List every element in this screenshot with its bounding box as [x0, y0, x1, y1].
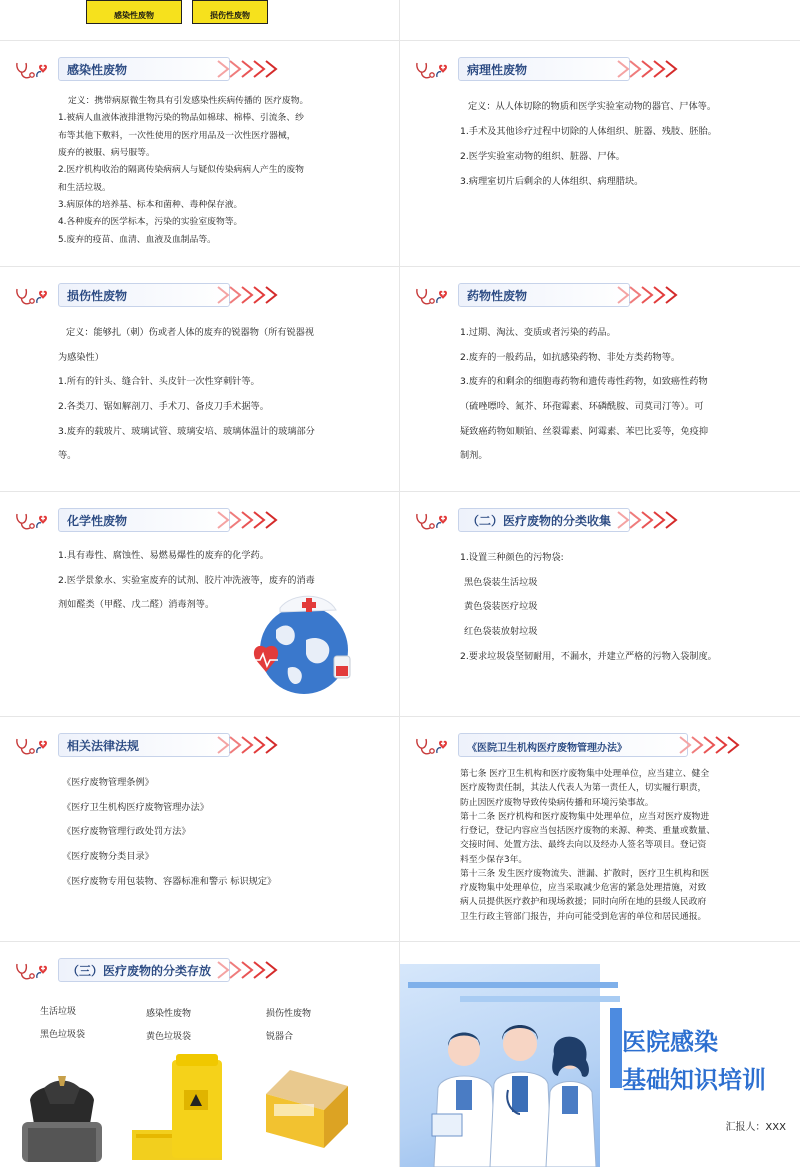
injury-waste-sign [192, 0, 268, 24]
storage-label: 生活垃圾 [40, 1007, 77, 1017]
storage-label: 损伤性废物 [266, 1009, 312, 1019]
law-item: 《医疗卫生机构医疗废物管理办法》 [62, 801, 209, 813]
globe-illustration-icon [236, 590, 366, 700]
definition-text: 定义：携带病原微生物具有引发感染性疾病传播的 医疗废物。 [68, 96, 309, 106]
body-line: 3.病原体的培养基、标本和菌种、毒种保存液。 [58, 199, 243, 210]
body-line: 3.废弃的和剩余的细胞毒药物和遗传毒性药物，如致癌性药物 [460, 376, 708, 388]
body-line: 黄色袋装医疗垃圾 [464, 601, 538, 613]
storage-sublabel: 锐器合 [266, 1032, 294, 1042]
slide-title: 损伤性废物 [67, 289, 128, 303]
chevron-arrows-icon [214, 285, 284, 305]
slide-header [414, 281, 786, 311]
slide-title: 病理性废物 [467, 63, 528, 77]
body-line: 2.医学实验室动物的组织、脏器、尸体。 [460, 150, 625, 162]
slide-title: （三）医疗废物的分类存放 [67, 964, 212, 978]
slide-body [460, 95, 782, 194]
body-line: 2.医学景象水、实验室废弃的试剂、胶片冲洗液等，废弃的消毒 [58, 574, 315, 586]
body-line: 料至少保存3年。 [460, 854, 528, 865]
slide-body [460, 321, 782, 469]
cover-stripe [460, 996, 620, 1002]
slide-body [460, 767, 782, 924]
body-line: 1.设置三种颜色的污物袋: [460, 552, 564, 563]
chevron-arrows-icon [214, 59, 284, 79]
body-line: 2.各类刀、锯如解剖刀、手术刀、备皮刀手术据等。 [58, 400, 269, 412]
body-line: 医疗废物责任制，其法人代表人为第一责任人，切实履行职责， [460, 783, 707, 794]
storage-label: 感染性废物 [146, 1009, 192, 1019]
yellow-waste-bin-icon [128, 1050, 238, 1165]
title-box [58, 733, 230, 757]
title-box [58, 283, 230, 307]
body-line: 4.各种废弃的医学标本，污染的实验室废物等。 [58, 217, 243, 228]
title-box [458, 508, 630, 532]
body-line: 第十三条 发生医疗废物流失、泄漏、扩散时，医疗卫生机构和医 [460, 868, 710, 879]
law-item: 《医疗废物管理行政处罚方法》 [62, 826, 191, 838]
body-line: 制剂。 [460, 450, 488, 462]
body-line: 剂如醛类（甲醛、戊二醛）消毒剂等。 [58, 599, 215, 611]
slide-header [14, 506, 386, 536]
slide-body [58, 321, 381, 469]
storage-sublabel: 黄色垃圾袋 [146, 1032, 192, 1042]
title-box [58, 508, 230, 532]
body-line: 为感染性） [58, 351, 104, 363]
body-line: 1.手术及其他诊疗过程中切除的人体组织、脏器、残肢、胚胎。 [460, 125, 717, 137]
reporter-label: 汇报人：XXX [725, 1122, 786, 1133]
body-line: （硫唑嘌呤、氮芥、环孢霉素、环磷酰胺、司莫司汀等）。可 [460, 400, 704, 412]
chevron-arrows-icon [614, 59, 684, 79]
body-line: 3.废弃的载玻片、玻璃试管、玻璃安培、玻璃体温计的玻璃部分 [58, 425, 315, 437]
slide-title: 药物性废物 [467, 289, 528, 303]
slide-title: （二）医疗废物的分类收集 [467, 514, 612, 528]
chevron-arrows-icon [214, 960, 284, 980]
body-line: 2.医疗机构收治的隔离传染病病人与疑似传染病病人产生的废物 [58, 165, 304, 176]
slide-title: 化学性废物 [67, 514, 128, 528]
law-item: 《医疗废物管理条例》 [62, 777, 154, 788]
slide-waste-storage[interactable] [0, 942, 399, 1167]
law-item: 《医疗废物专用包装物、容器标准和警示 标识规定》 [62, 875, 277, 887]
body-line: 第十二条 医疗机构和医疗废物集中处理单位，应当对医疗废物进 [460, 811, 710, 822]
slide-body [460, 546, 782, 669]
sign-label: 感染性废物 [114, 11, 154, 20]
body-line: 2.废弃的一般药品，如抗感染药物、非处方类药物等。 [460, 351, 681, 363]
medical-logo-icon [14, 59, 50, 81]
body-line: 和生活垃圾。 [58, 182, 111, 193]
black-trash-bin-icon [14, 1070, 110, 1166]
title-box [458, 733, 688, 757]
slide-header [414, 506, 786, 536]
slide-body [62, 771, 381, 894]
body-line: 1.过期、淘汰、变质或者污染的药品。 [460, 327, 616, 338]
body-line: 病人员提供医疗救护和现场救援；同时向所在地的县级人民政府 [460, 897, 707, 908]
cover-title-line1: 医院感染 [622, 1027, 718, 1056]
medical-logo-icon [414, 59, 450, 81]
slide-injury-waste[interactable] [0, 267, 399, 491]
definition-text: 定义：能够扎（刺）伤或者人体的废弃的锐器物（所有锐器视 [66, 327, 315, 338]
slide-header [14, 55, 386, 85]
medical-logo-icon [14, 735, 50, 757]
slide-drug-waste[interactable] [400, 267, 800, 491]
body-line: 第七条 医疗卫生机构和医疗废物集中处理单位，应当建立、健全 [460, 769, 710, 779]
medical-logo-icon [14, 510, 50, 532]
title-box [58, 57, 230, 81]
chevron-arrows-icon [614, 510, 684, 530]
body-line: 1.所有的针头、缝合针、头皮针一次性穿刺针等。 [58, 376, 260, 388]
infectious-waste-sign [86, 0, 182, 24]
body-line: 疑致癌药物如顺铂、丝裂霉素、阿霉素、苯巴比妥等，免疫抑 [460, 425, 709, 437]
cover-stripe [408, 982, 618, 988]
medical-logo-icon [14, 285, 50, 307]
body-line: 废弃的被服、病号服等。 [58, 147, 155, 158]
body-line: 布等其他下敷料，一次性使用的医疗用品及一次性医疗器械， [58, 130, 296, 141]
sharps-container-icon [260, 1060, 354, 1152]
slide-header [14, 281, 386, 311]
cover-title-line2: 基础知识培训 [622, 1065, 766, 1094]
medical-staff-illustration-icon [420, 1010, 620, 1167]
body-line: 1.具有毒性、腐蚀性、易燃易爆性的废弃的化学药。 [58, 550, 269, 561]
body-line: 卫生行政主管部门报告，并向可能受到危害的单位和居民通报。 [460, 911, 707, 922]
slide-waste-collection[interactable] [400, 492, 800, 716]
slide-chemical-waste[interactable] [0, 492, 399, 716]
definition-text: 定义：从人体切除的物质和医学实验室动物的器官、尸体等。 [468, 101, 717, 112]
storage-item-sharps [266, 1006, 311, 1042]
storage-item-household [40, 1004, 85, 1040]
law-item: 《医疗废物分类目录》 [62, 850, 154, 862]
slide-title: 感染性废物 [67, 63, 128, 77]
slide-management-measures[interactable] [400, 717, 800, 941]
body-line: 防止因医疗废物导致传染病传播和环境污染事故。 [460, 797, 654, 808]
medical-logo-icon [414, 285, 450, 307]
body-line: 3.病理室切片后剩余的人体组织、病理腊块。 [460, 175, 644, 187]
body-line: 5.废弃的疫苗、血清、血液及血制品等。 [58, 234, 216, 245]
slide-related-laws[interactable] [0, 717, 399, 941]
title-box [58, 958, 230, 982]
body-line: 红色袋装放射垃圾 [464, 625, 538, 637]
slide-title: 相关法律法规 [67, 739, 140, 753]
body-line: 等。 [58, 450, 77, 462]
slide-body [58, 93, 381, 249]
medical-logo-icon [414, 510, 450, 532]
slide-pathological-waste[interactable] [400, 41, 800, 266]
slide-header [14, 731, 386, 761]
chevron-arrows-icon [676, 735, 746, 755]
body-line: 交接时间、处置方法、最终去向以及经办人签名等项目。登记资 [460, 840, 707, 851]
sign-label: 损伤性废物 [210, 11, 250, 20]
chevron-arrows-icon [614, 285, 684, 305]
medical-logo-icon [414, 735, 450, 757]
title-box [458, 57, 630, 81]
storage-sublabel: 黑色垃圾袋 [40, 1030, 86, 1040]
body-line: 行登记，登记内容应当包括医疗废物的来源、种类、重量或数量、 [460, 826, 716, 836]
slide-header [14, 956, 386, 986]
storage-item-infectious [146, 1006, 191, 1042]
slide-title: 《医院卫生机构医疗废物管理办法》 [467, 743, 627, 754]
chevron-arrows-icon [214, 510, 284, 530]
title-box [458, 283, 630, 307]
body-line: 疗废物集中处理单位，应当采取减少危害的紧急处理措施，对致 [460, 883, 707, 893]
slide-cover[interactable] [400, 942, 800, 1167]
slide-header [414, 731, 786, 761]
slide-header [414, 55, 786, 85]
chevron-arrows-icon [214, 735, 284, 755]
body-line: 黑色袋装生活垃圾 [464, 576, 538, 588]
medical-logo-icon [14, 960, 50, 982]
body-line: 1.被病人血液体液排泄物污染的物品如棉球、棉棒、引流条、纱 [58, 113, 304, 124]
slide-infectious-waste[interactable] [0, 41, 399, 266]
body-line: 2.要求垃圾袋坚韧耐用，不漏水，并建立严格的污物入袋制度。 [460, 650, 717, 662]
